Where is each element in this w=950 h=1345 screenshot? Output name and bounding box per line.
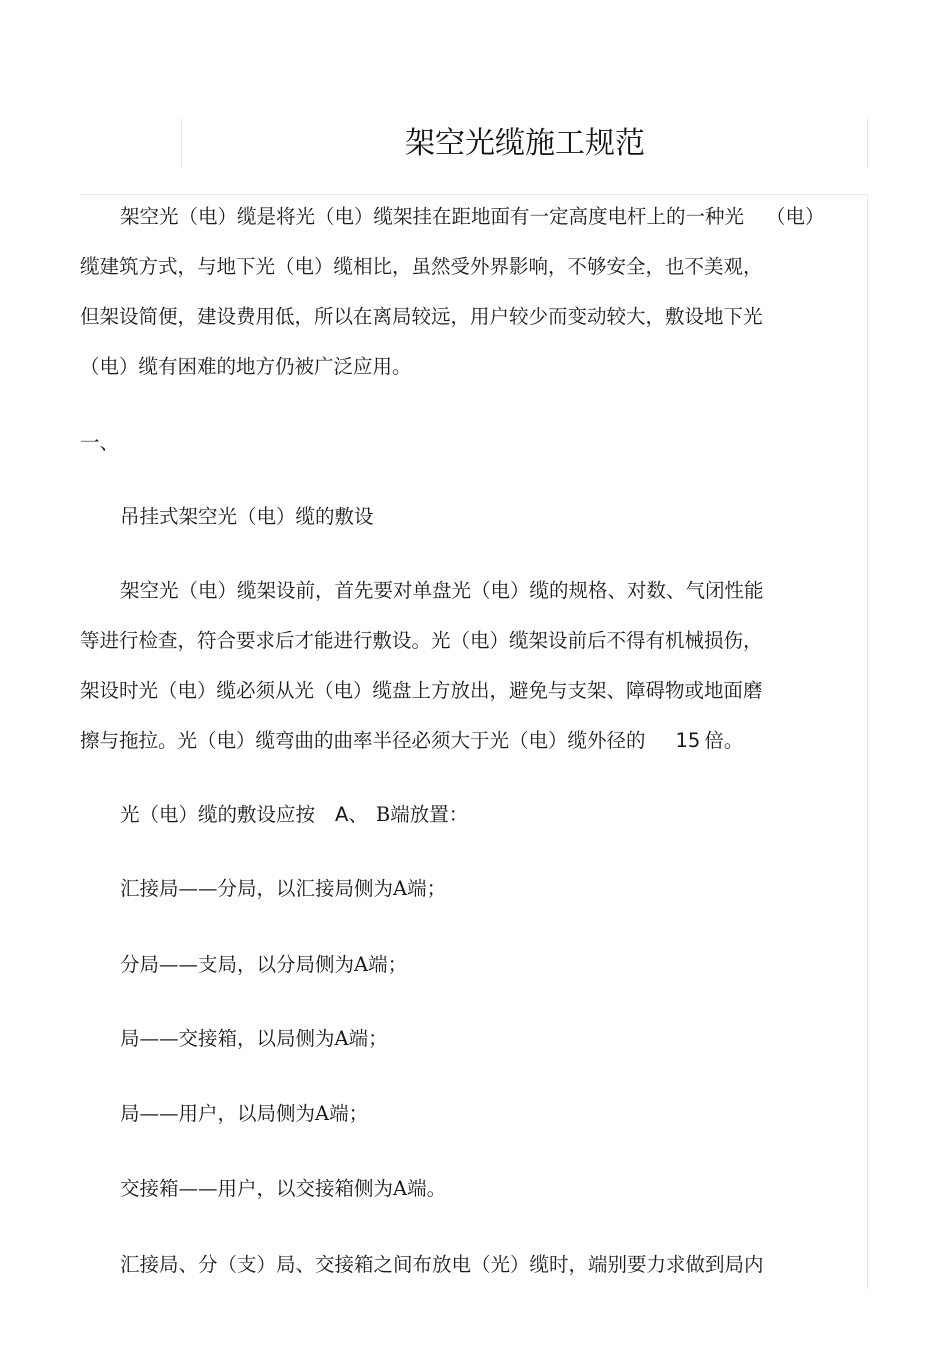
intro-line-3: 但架设简便，建设费用低，所以在离局较远，用户较少而变动较大，敷设地下光	[80, 305, 763, 328]
section-heading: 吊挂式架空光（电）缆的敷设	[120, 505, 374, 528]
ab-end-rule-prefix: 光（电）缆的敷设应按	[120, 803, 316, 826]
list-item: 局——交接箱，以局侧为A端；	[120, 1027, 388, 1050]
bend-radius-multiple: 15	[675, 729, 701, 752]
inspection-line-4-text: 擦与拖拉。光（电）缆弯曲的曲率半径必须大于光（电）缆外径的	[80, 729, 646, 752]
header-divider	[80, 194, 868, 195]
intro-line-1-tail: （电）	[766, 205, 825, 228]
inspection-line-3: 架设时光（电）缆必须从光（电）缆盘上方放出，避免与支架、障碍物或地面磨	[80, 679, 763, 702]
intro-line-4: （电）缆有困难的地方仍被广泛应用。	[80, 355, 412, 378]
list-item: 交接箱——用户，以交接箱侧为A端。	[120, 1177, 447, 1200]
intro-line-1-text: 架空光（电）缆是将光（电）缆架挂在距地面有一定高度电杆上的一种光	[120, 205, 745, 228]
final-paragraph-line: 汇接局、分（支）局、交接箱之间布放电（光）缆时，端别要力求做到局内	[120, 1253, 764, 1276]
inspection-line-1: 架空光（电）缆架设前，首先要对单盘光（电）缆的规格、对数、气闭性能	[120, 579, 764, 602]
intro-line-2: 缆建筑方式，与地下光（电）缆相比，虽然受外界影响，不够安全，也不美观，	[80, 255, 763, 278]
inspection-line-4	[80, 726, 743, 756]
inspection-line-4-tail: 倍。	[704, 729, 744, 752]
intro-line-1	[120, 202, 825, 232]
document-title: 架空光缆施工规范	[405, 126, 645, 161]
section-number: 一、	[80, 431, 120, 454]
ab-end-rule	[120, 800, 468, 830]
ab-end-rule-suffix: B端放置：	[375, 803, 469, 826]
list-item: 汇接局——分局，以汇接局侧为A端；	[120, 877, 447, 900]
inspection-line-2: 等进行检查，符合要求后才能进行敷设。光（电）缆架设前后不得有机械损伤，	[80, 629, 763, 652]
ab-end-rule-ends: A、	[335, 803, 368, 826]
list-item: 局——用户，以局侧为A端；	[120, 1102, 369, 1125]
page-right-rule	[867, 194, 868, 1289]
list-item: 分局——支局，以分局侧为A端；	[120, 953, 408, 976]
